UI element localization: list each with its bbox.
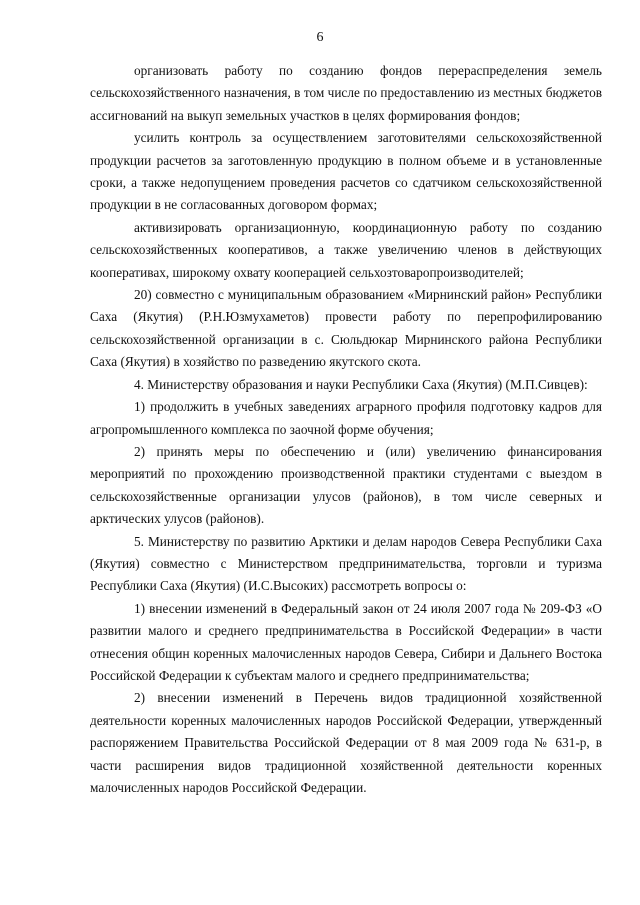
document-body <box>90 60 602 799</box>
paragraph-procurement-control: усилить контроль за осуществлением заготовителями сельскохозяйственной продукции расчетов за заготовленную продукцию в полном объеме и в установленные сроки, а также недопущением проведения расчетов со сдатчиком сельскохозяйственной продукции в не согласованных договором формах; <box>90 130 602 213</box>
paragraph-section-4: 4. Министерству образования и науки Республики Саха (Якутия) (М.П.Сивцев): <box>134 376 588 392</box>
paragraph-land-funds: организовать работу по созданию фондов перераспределения земель сельскохозяйственного назначения, в том числе по предоставлению из местных бюджетов ассигнований на выкуп земельных участков в целях формирования фондов; <box>90 63 602 123</box>
paragraph-section-4-item-2: 2) принять меры по обеспечению и (или) увеличению финансирования мероприятий по прохождению производственной практики студентами с выездом в сельскохозяйственные организации улусов (районов), в том числе северных и арктических улусов (районов). <box>90 443 602 527</box>
paragraph-cooperatives: активизировать организационную, координационную работу по созданию сельскохозяйственных кооперативов, а также увеличению членов в действующих кооперативах, широкому охвату кооперацией сельхозтоваропроизводителей; <box>90 219 602 280</box>
paragraph-section-5-item-1: 1) внесении изменений в Федеральный закон от 24 июля 2007 года № 209-ФЗ «О развитии малого и среднего предпринимательства в Российской Федерации» в части отнесения общин коренных малочисленных народов Севера, Сибири и Дальнего Востока Российской Федерации к субъектам малого и среднего предпринимательства; <box>90 600 602 683</box>
paragraph-item-20: 20) совместно с муниципальным образованием «Мирнинский район» Республики Саха (Якутия) (Р.Н.Юзмухаметов) провести работу по перепрофилированию сельскохозяйственной организации в с. Сюльдюкар Мирнинского района Республики Саха (Якутия) в хозяйство по разведению якутского скота. <box>90 287 602 370</box>
paragraph-section-4-item-1: 1) продолжить в учебных заведениях аграрного профиля подготовку кадров для агропромышленного комплекса по заочной форме обучения; <box>90 399 602 437</box>
page-number: 6 <box>316 30 324 45</box>
paragraph-section-5: 5. Министерству по развитию Арктики и делам народов Севера Республики Саха (Якутия) совместно с Министерством предпринимательства, торговли и туризма Республики Саха (Якутия) (И.С.Высоких) рассмотреть вопросы о: <box>90 533 602 594</box>
paragraph-section-5-item-2: 2) внесении изменений в Перечень видов традиционной хозяйственной деятельности коренных малочисленных народов Российской Федерации, утвержденный распоряжением Правительства Российской Федерации от 8 мая 2009 года № 631-р, в части расширения видов традиционной хозяйственной деятельности коренных малочисленных народов Российской Федерации. <box>90 690 602 795</box>
